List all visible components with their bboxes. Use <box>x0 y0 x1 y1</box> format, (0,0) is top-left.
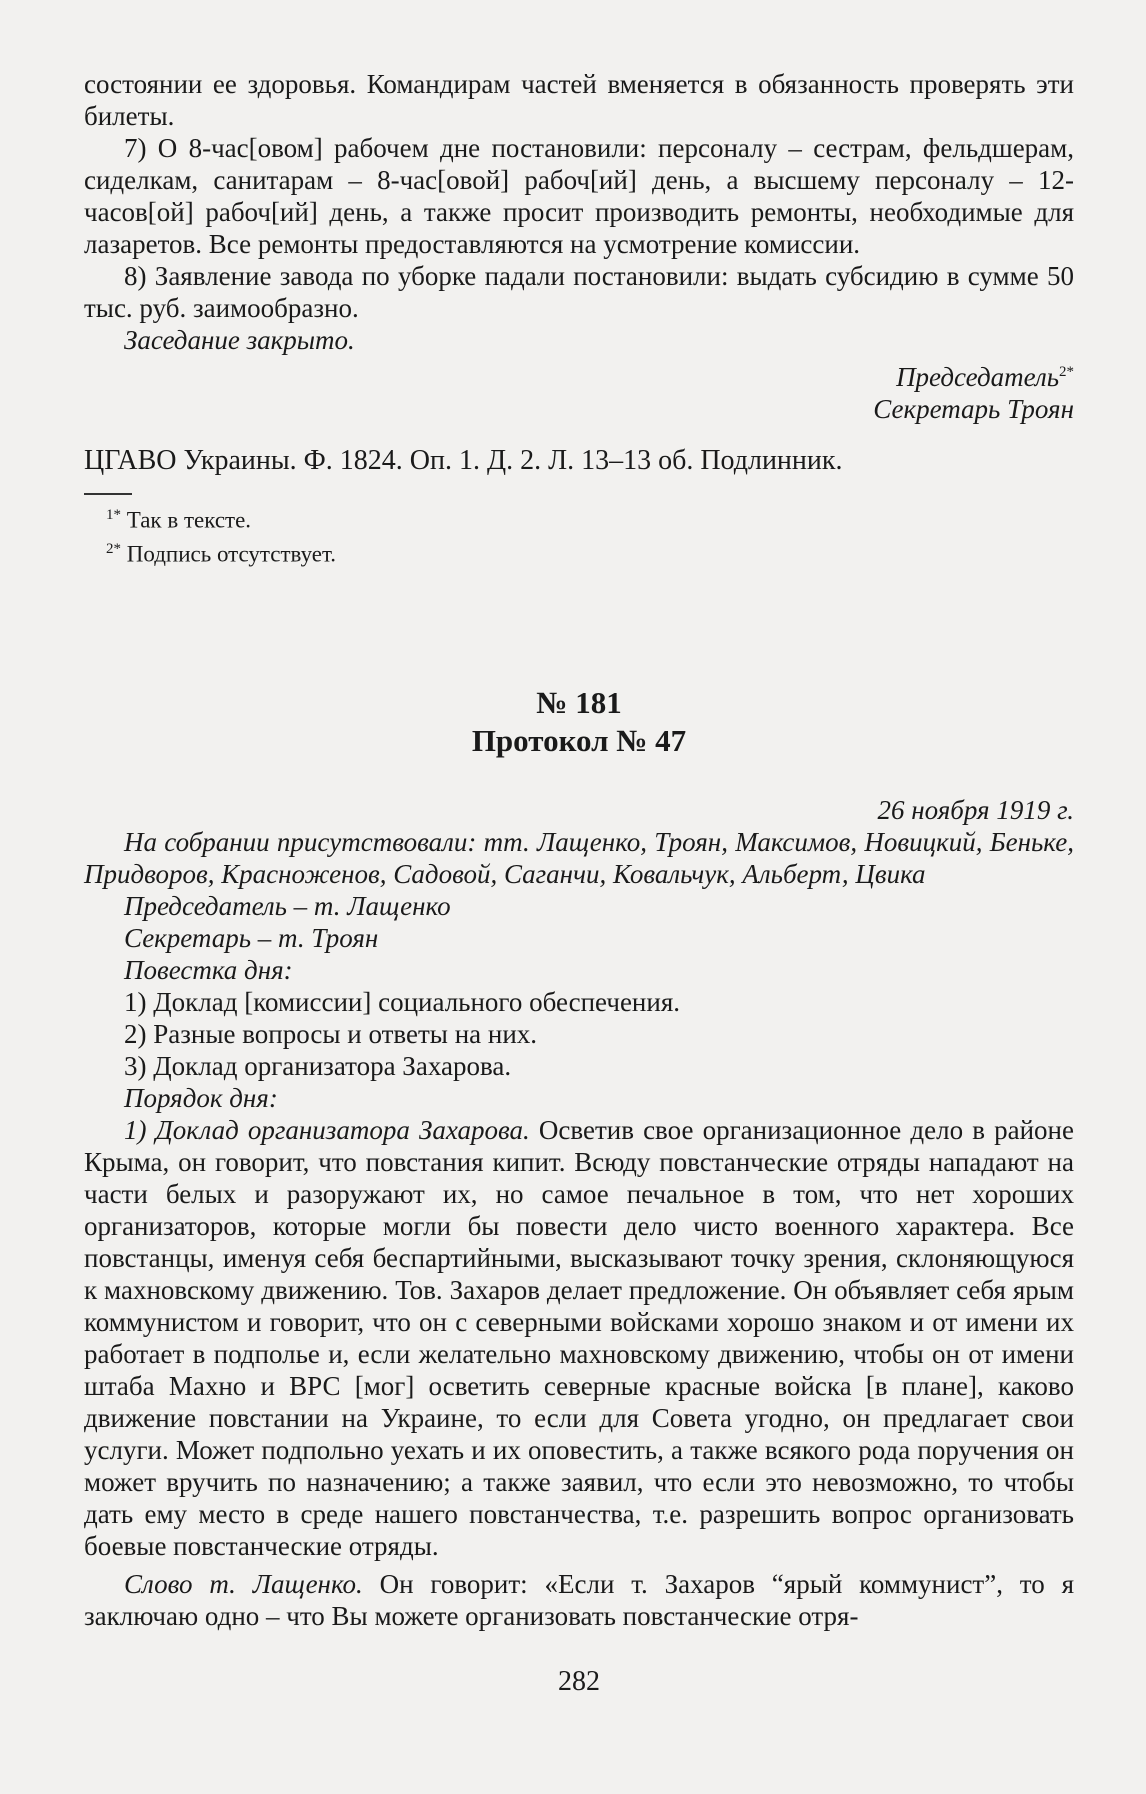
archive-reference: ЦГАВО Украины. Ф. 1824. Оп. 1. Д. 2. Л. 13–13 об. Подлинник. <box>84 445 843 476</box>
item-1-title: 1) Доклад организатора Захарова. <box>124 1115 530 1146</box>
item-1-report <box>84 1114 1074 1562</box>
secretary-signature: Секретарь Троян <box>873 394 1074 424</box>
chairman-line: Председатель – т. Лащенко <box>124 891 451 922</box>
speech-lashchenko <box>84 1568 1074 1632</box>
agenda-item-1: 1) Доклад [комиссии] социального обеспечения. <box>124 987 680 1018</box>
page-number: 282 <box>558 1666 600 1698</box>
document-number: № 181 <box>536 685 622 721</box>
footnote-divider <box>84 493 132 495</box>
paragraph-item-7: 7) О 8-час[овом] рабочем дне постановили: персоналу – сестрам, фельдшерам, сиделкам, санитарам – 8-час[овой] рабоч[ий] день, а высшему персоналу – 12-часов[ой] рабоч[ий] день, а также просит производить ремонты, необходимые для лазаретов. Все ремонты предоставляются на усмотрение комиссии. <box>84 133 1074 259</box>
agenda-item-2: 2) Разные вопросы и ответы на них. <box>124 1019 538 1050</box>
paragraph-continued: состоянии ее здоровья. Командирам частей вменяется в обязанность проверять эти билеты. <box>84 69 1074 131</box>
session-closed: Заседание закрыто. <box>124 325 355 355</box>
chair-signature: Председатель$^{2*}$ <box>896 362 1074 392</box>
paragraph-item-8: 8) Заявление завода по уборке падали постановили: выдать субсидию в сумме 50 тыс. руб. заимообразно. <box>84 261 1074 323</box>
speech-title: Слово т. Лащенко. <box>124 1569 363 1600</box>
footnote-2: $^{2*}$ Подпись отсутствует. <box>106 540 337 567</box>
protocol-date: 26 ноября 1919 г. <box>877 795 1074 826</box>
document-page <box>84 68 1074 1698</box>
footnote-1: $^{1*}$ Так в тексте. <box>106 507 252 533</box>
order-label: Порядок дня: <box>124 1083 278 1114</box>
agenda-label: Повестка дня: <box>124 955 293 986</box>
footnote-ref: 2* <box>1059 364 1074 380</box>
protocol-title: Протокол № 47 <box>471 723 687 759</box>
agenda-item-3: 3) Доклад организатора Захарова. <box>124 1051 512 1082</box>
item-1-text: Осветив свое организационное дело в районе Крыма, он говорит, что повстания кипит. Всюду повстанческие отряды нападают на части белых и разоружают их, но самое печальное в том, что нет хороших организаторов, которые могли бы повести дело чисто военного характера. Все повстанцы, именуя себя беспартийными, высказывают точку зрения, склоняющуюся к махновскому движению. Тов. Захаров делает предложение. Он объявляет себя ярым коммунистом и говорит, что он с северными войсками хорошо знаком и от имени их работает в подполье и, если желательно махновскому движению, чтобы он от имени штаба Махно и ВРС [мог] осветить северные красные войска [в плане], каково движение повстании на Украине, то если для Совета угодно, он предлагает свои услуги. Может подпольно уехать и их оповестить, а также всякого рода поручения он может вручить по назначению; а также заявил, что если это невозможно, то чтобы дать ему место в среде нашего повстанчества, т.е. разрешить вопрос организовать боевые повстанческие отряды. <box>84 1115 1074 1562</box>
speech-text: Он говорит: «Если т. Захаров “ярый коммунист”, то я заключаю одно – что Вы можете организовать повстанческие отря- <box>84 1569 1074 1632</box>
secretary-line: Секретарь – т. Троян <box>124 923 379 954</box>
attendees: На собрании присутствовали: тт. Лащенко, Троян, Максимов, Новицкий, Беньке, Придворов, Красноженов, Садовой, Саганчи, Ковальчук, Альберт, Цвика <box>84 827 1074 890</box>
